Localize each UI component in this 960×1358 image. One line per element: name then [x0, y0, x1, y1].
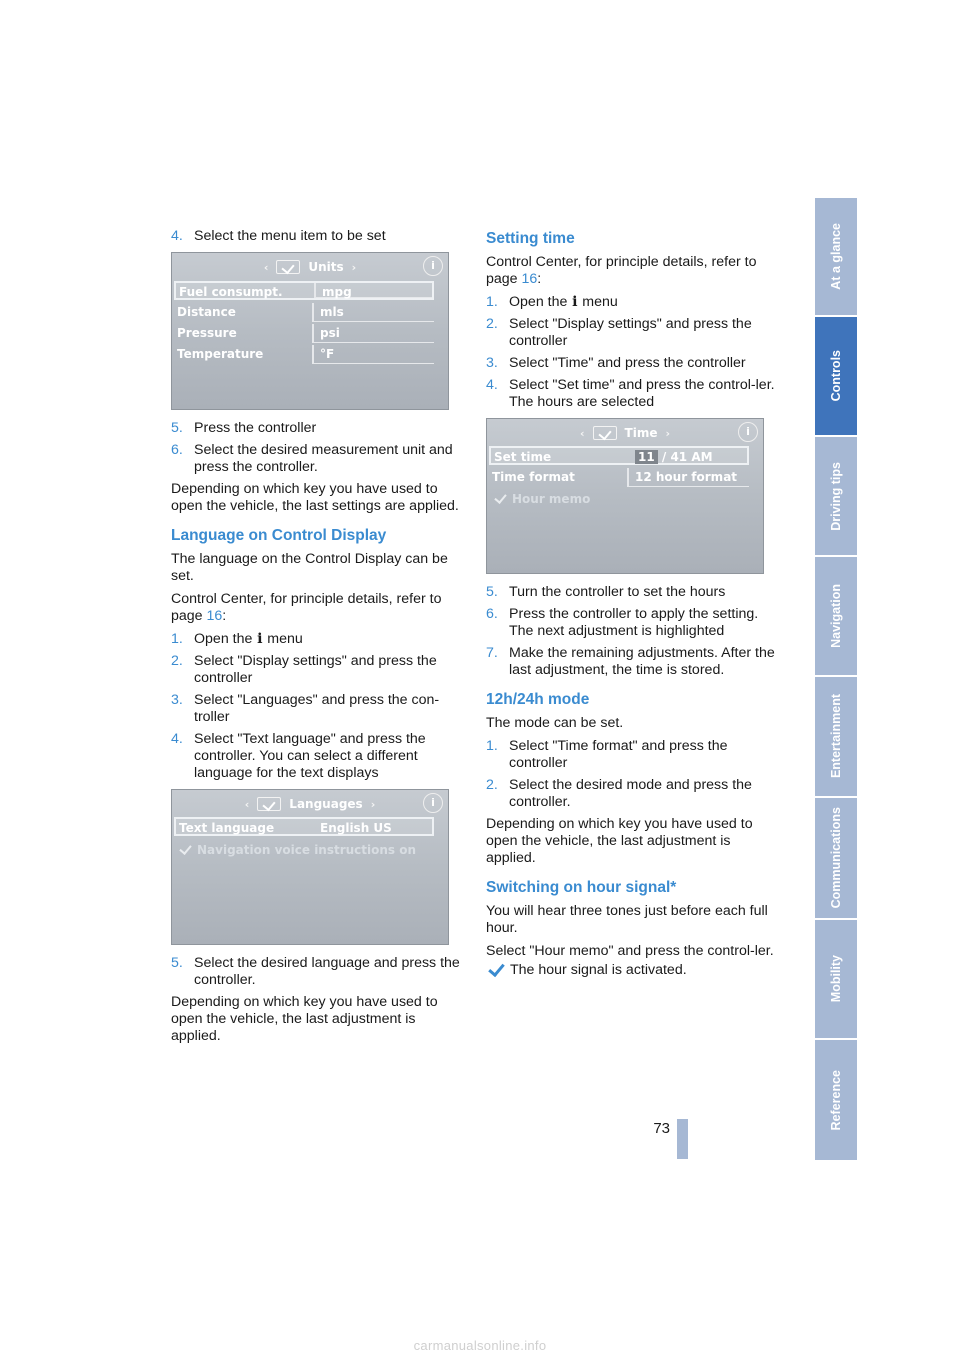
step-number: 5.: [171, 955, 183, 971]
row-value: [629, 448, 747, 463]
hour-field: 11: [635, 450, 658, 464]
step-text: Select the menu item to be set: [194, 228, 386, 244]
time-step-5: [486, 584, 778, 601]
screen-row-voice: [174, 841, 434, 860]
row-value: °F: [312, 345, 434, 364]
row-value: mpg: [314, 283, 432, 298]
paragraph-activated: [486, 962, 778, 979]
check-icon: [177, 844, 193, 854]
tab-at-a-glance[interactable]: [815, 198, 857, 315]
row-label: Fuel consumpt.: [179, 285, 283, 299]
arrow-left-icon: ‹: [244, 797, 250, 811]
text: The hour signal is activated.: [510, 962, 687, 978]
arrow-right-icon: ›: [665, 426, 671, 440]
step-6: [171, 442, 463, 476]
row-label: Temperature: [177, 347, 264, 361]
tab-navigation[interactable]: [815, 557, 857, 675]
arrow-left-icon: ‹: [579, 426, 585, 440]
time-step-4: [486, 377, 778, 411]
tab-entertainment[interactable]: [815, 677, 857, 796]
arrow-right-icon: ›: [370, 797, 376, 811]
info-menu-icon: i: [572, 294, 578, 310]
row-label: Pressure: [177, 326, 237, 340]
step-text: Make the remaining adjustments. After the last adjustment, the time is stored.: [509, 645, 775, 678]
step-text: Select "Time" and press the controller: [509, 355, 746, 371]
step-text: Turn the controller to set the hours: [509, 584, 726, 600]
mode-step-2: [486, 777, 778, 811]
step-text: Select "Text language" and press the controller. You can select a different language for the text displays: [194, 731, 426, 781]
screen-row-text-language: [174, 817, 434, 836]
row-value: 12 hour format: [627, 468, 749, 487]
tab-label: At a glance: [829, 223, 843, 290]
screen-row-temperature: [174, 345, 434, 364]
step-text: Select "Time format" and press the controller: [509, 738, 728, 771]
lang-step-4: [171, 731, 463, 782]
row-value: English US: [320, 821, 392, 835]
step-text: Select "Set time" and press the control-ler. The hours are selected: [509, 377, 775, 410]
row-text: Hour memo: [512, 492, 591, 506]
step-4: [171, 228, 463, 245]
page-marker-bar: [677, 1119, 688, 1159]
paragraph: Depending on which key you have used to open the vehicle, the last adjustment is applied.: [486, 816, 753, 866]
paragraph: The language on the Control Display can be set.: [171, 551, 448, 584]
section-heading-language: Language on Control Display: [171, 527, 387, 544]
screen-title: Languages: [289, 796, 363, 811]
watermark: carmanualsonline.info: [413, 1338, 547, 1353]
section-tabs: [815, 198, 857, 1160]
section-heading-hour-signal: Switching on hour signal*: [486, 879, 677, 896]
text: Open the: [194, 631, 257, 647]
text: menu: [263, 631, 303, 647]
step-number: 5.: [171, 420, 183, 436]
screen-row-time-format: [489, 468, 749, 487]
tab-label: Driving tips: [829, 461, 843, 531]
step-number: 4.: [171, 731, 183, 747]
page-link[interactable]: 16: [206, 608, 223, 624]
step-text: Select the desired mode and press the controller.: [509, 777, 752, 810]
row-value: mls: [312, 303, 434, 322]
tab-label: Entertainment: [829, 694, 843, 779]
step-text: Select the desired language and press the controller.: [194, 955, 460, 988]
tab-label: Mobility: [829, 955, 843, 1003]
lang-step-1: [171, 631, 463, 648]
screen-row-distance: [174, 303, 434, 322]
screen-title-bar: [172, 253, 448, 281]
checkmark-icon: [593, 426, 617, 440]
tab-reference[interactable]: [815, 1040, 857, 1160]
paragraph: The mode can be set.: [486, 715, 624, 731]
row-label: Text language: [179, 821, 275, 835]
step-text: Press the controller: [194, 420, 317, 436]
step-text: Select "Languages" and press the con-troller: [194, 692, 440, 725]
step-text: [194, 631, 463, 648]
section-heading-mode: 12h/24h mode: [486, 691, 590, 708]
tab-controls[interactable]: [815, 317, 857, 435]
time-screen: [486, 418, 764, 574]
text: :: [537, 271, 542, 287]
step-number: 5.: [486, 584, 498, 600]
left-column: [171, 228, 463, 1051]
tab-label: Controls: [829, 350, 843, 402]
step-5: [171, 420, 463, 437]
screen-row-pressure: [174, 324, 434, 343]
step-number: 4.: [171, 228, 183, 244]
text: :: [222, 608, 227, 624]
step-number: 4.: [486, 377, 498, 393]
arrow-right-icon: ›: [351, 260, 357, 274]
time-step-2: [486, 316, 778, 350]
step-number: 1.: [486, 294, 498, 310]
step-text: Select "Display settings" and press the controller: [509, 316, 752, 349]
screen-row-hour-memo: [489, 490, 749, 509]
text: Control Center, for principle details, refer to page: [171, 591, 442, 624]
paragraph: Depending on which key you have used to open the vehicle, the last adjustment is applied.: [171, 994, 438, 1044]
info-menu-icon: i: [257, 631, 263, 647]
row-label: [489, 490, 627, 509]
screen-row-set-time: [489, 446, 749, 465]
step-text: Select the desired measurement unit and press the controller.: [194, 442, 453, 475]
step-number: 6.: [486, 606, 498, 622]
info-icon: i: [423, 793, 443, 813]
lang-step-2: [171, 653, 463, 687]
right-column: [486, 230, 778, 985]
paragraph: You will hear three tones just before each full hour.: [486, 903, 768, 936]
checkmark-icon: [257, 797, 281, 811]
text: Control Center, for principle details, refer to page: [486, 254, 757, 287]
row-label: Distance: [177, 305, 236, 319]
step-number: 7.: [486, 645, 498, 661]
info-icon: i: [423, 256, 443, 276]
section-heading-time: Setting time: [486, 230, 575, 247]
paragraph: Select "Hour memo" and press the control-ler.: [486, 943, 774, 959]
screen-title-bar: [487, 419, 763, 447]
step-number: 6.: [171, 442, 183, 458]
checkmark-icon: [486, 964, 506, 976]
time-step-3: [486, 355, 778, 372]
text: Open the: [509, 294, 572, 310]
paragraph: Depending on which key you have used to open the vehicle, the last settings are applied.: [171, 481, 459, 514]
time-step-7: [486, 645, 778, 679]
languages-screen: [171, 789, 449, 945]
tab-communications[interactable]: [815, 798, 857, 918]
screen-title-bar: [172, 790, 448, 818]
tab-label: Communications: [829, 807, 843, 909]
info-icon: i: [738, 422, 758, 442]
row-text: Navigation voice instructions on: [197, 843, 417, 857]
mode-step-1: [486, 738, 778, 772]
step-text: [509, 294, 778, 311]
arrow-left-icon: ‹: [263, 260, 269, 274]
step-number: 2.: [171, 653, 183, 669]
row-label: Set time: [494, 450, 552, 464]
step-text: Press the controller to apply the setting. The next adjustment is highlighted: [509, 606, 759, 639]
page-link[interactable]: 16: [521, 271, 538, 287]
screen-title: Units: [308, 259, 344, 274]
row-label: Time format: [492, 470, 575, 484]
row-label: [174, 841, 416, 860]
page-number: 73: [653, 1120, 670, 1137]
row-value: psi: [312, 324, 434, 343]
lang-step-3: [171, 692, 463, 726]
step-number: 1.: [171, 631, 183, 647]
check-icon: [492, 493, 508, 503]
lang-step-5: [171, 955, 463, 989]
tab-label: Reference: [829, 1069, 843, 1131]
paragraph-reference: [486, 254, 778, 288]
text: menu: [578, 294, 618, 310]
tab-mobility[interactable]: [815, 920, 857, 1038]
step-number: 3.: [171, 692, 183, 708]
units-screen: [171, 252, 449, 410]
step-number: 2.: [486, 777, 498, 793]
tab-label: Navigation: [829, 584, 843, 648]
step-text: Select "Display settings" and press the controller: [194, 653, 437, 686]
paragraph-reference: [171, 591, 463, 625]
minute-field: / 41 AM: [661, 450, 713, 464]
screen-row-fuel: [174, 281, 434, 300]
time-step-6: [486, 606, 778, 640]
time-step-1: [486, 294, 778, 311]
step-number: 1.: [486, 738, 498, 754]
step-number: 3.: [486, 355, 498, 371]
checkmark-icon: [276, 260, 300, 274]
tab-driving-tips[interactable]: [815, 437, 857, 555]
step-number: 2.: [486, 316, 498, 332]
screen-title: Time: [624, 425, 658, 440]
